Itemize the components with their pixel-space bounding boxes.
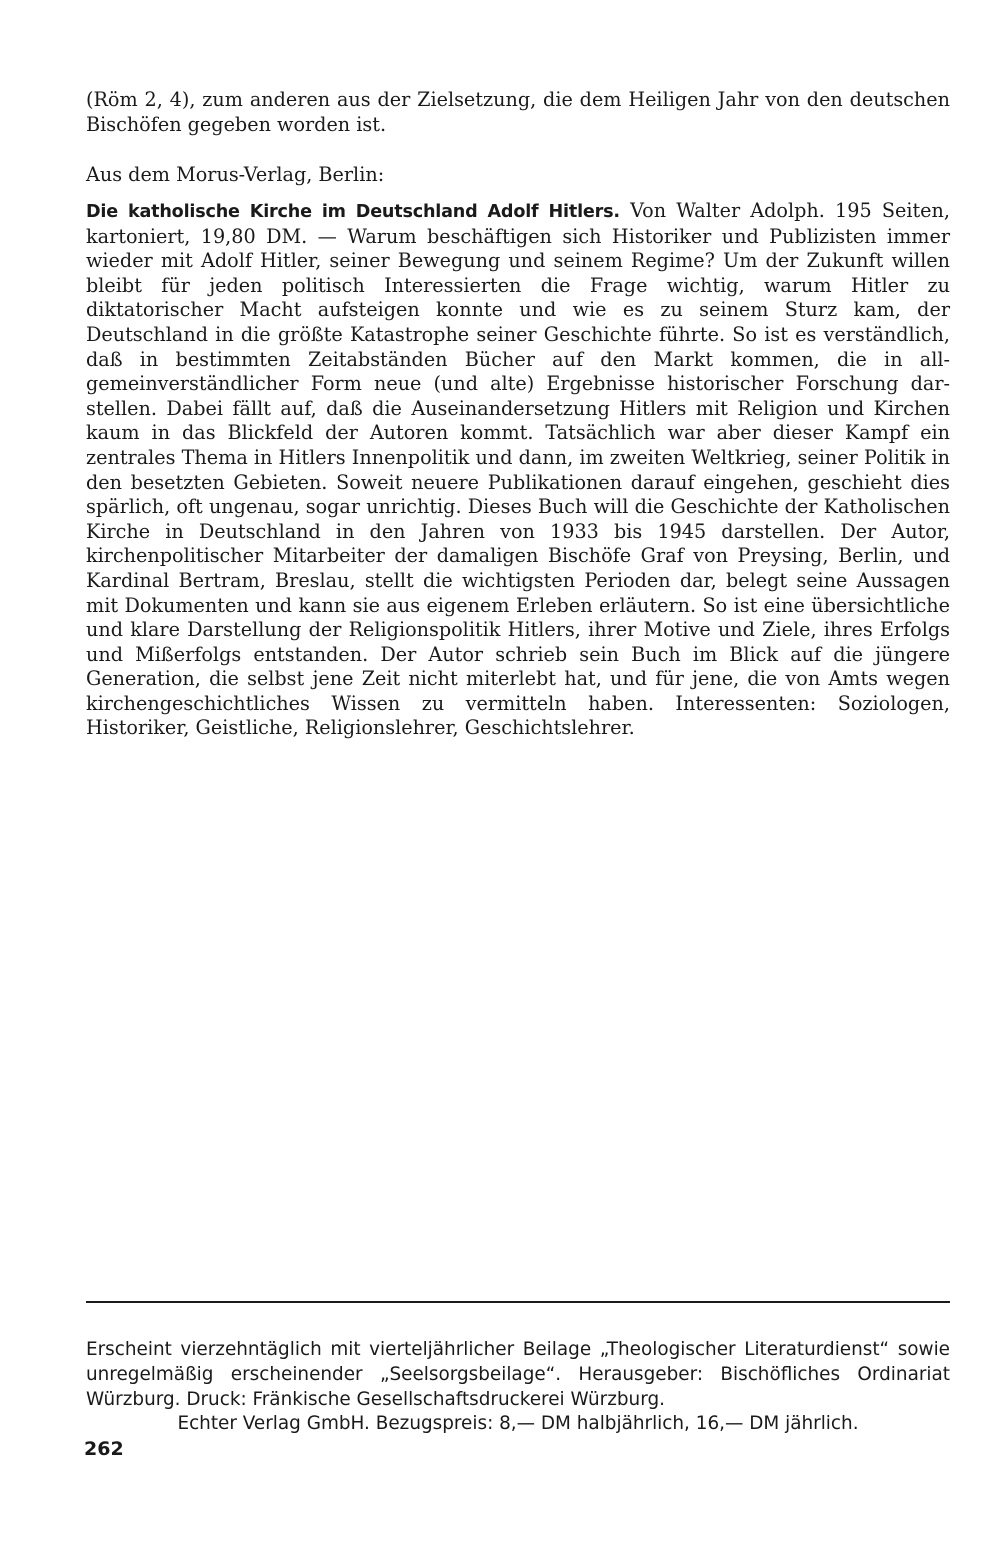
page-number: 262 <box>84 1438 124 1460</box>
imprint-footer <box>86 1338 950 1437</box>
imprint-text: Erscheint vierzehntäglich mit vierteljährlicher Beilage „Theologischer Literaturdienst“ sowie unregelmäßig erscheinender „Seelsorgsbeilage“. Herausgeber: Bischöfliches Ordinariat Würzburg. Druck: Fränkische Gesellschaftsdruckerei Würzburg. <box>86 1339 950 1410</box>
publisher-heading <box>86 163 950 188</box>
intro-paragraph <box>86 88 950 137</box>
book-title: Die katholische Kirche im Deutschland Adolf Hitlers. <box>86 202 620 222</box>
imprint-price-line: Echter Verlag GmbH. Bezugspreis: 8,— DM halbjährlich, 16,— DM jährlich. <box>177 1413 859 1435</box>
footer-divider <box>86 1301 950 1303</box>
review-body: Von Walter Adolph. 195 Seiten, kartoniert, 19,80 DM. — Warum beschäftigen sich Historiker und Publizisten immer wieder mit Adolf Hitler, seiner Bewegung und seinem Regime? Um der Zukunft willen bleibt für jeden politisch Interessierten die Frage wichtig, warum Hitler zu diktatorischer Macht aufsteigen konnte und wie es zu seinem Sturz kam, der Deutschland in die größte Katastrophe seiner Geschichte führte. So ist es verständlich, daß in bestimmten Zeitabständen Bücher auf den Markt kommen, die in allgemeinverständlicher Form neue (und alte) Ergebnisse historischer Forschung darstellen. Dabei fällt auf, daß die Auseinandersetzung Hitlers mit Religion und Kirchen kaum in das Blickfeld der Autoren kommt. Tatsächlich war aber dieser Kampf ein zentrales Thema in Hitlers Innenpolitik und dann, im zweiten Weltkrieg, seiner Politik in den besetzten Gebieten. Soweit neuere Publikationen darauf eingehen, geschieht dies spärlich, oft ungenau, sogar unrichtig. Dieses Buch will die Geschichte der Katholischen Kirche in Deutschland in den Jahren von 1933 bis 1945 darstellen. Der Autor, kirchenpolitischer Mitarbeiter der damaligen Bischöfe Graf von Preysing, Berlin, und Kardinal Bertram, Breslau, stellt die wichtigsten Perioden dar, belegt seine Aussagen mit Dokumenten und kann sie aus eigenem Erleben erläutern. So ist eine übersichtliche und klare Darstellung der Religionspolitik Hitlers, ihrer Motive und Ziele, ihres Erfolgs und Mißerfolgs entstanden. Der Autor schrieb sein Buch im Blick auf die jüngere Generation, die selbst jene Zeit nicht miterlebt hat, und für jene, die von Amts wegen kirchengeschichtliches Wissen zu vermitteln haben. Interessenten: Soziologen, Historiker, Geistliche, Religionslehrer, Geschichtslehrer. <box>86 199 950 740</box>
publisher-line: Aus dem Morus-Verlag, Berlin: <box>86 163 385 186</box>
intro-text: (Röm 2, 4), zum anderen aus der Zielsetzung, die dem Heiligen Jahr von den deutschen Bischöfen gegeben worden ist. <box>86 88 950 136</box>
book-review <box>86 199 950 741</box>
